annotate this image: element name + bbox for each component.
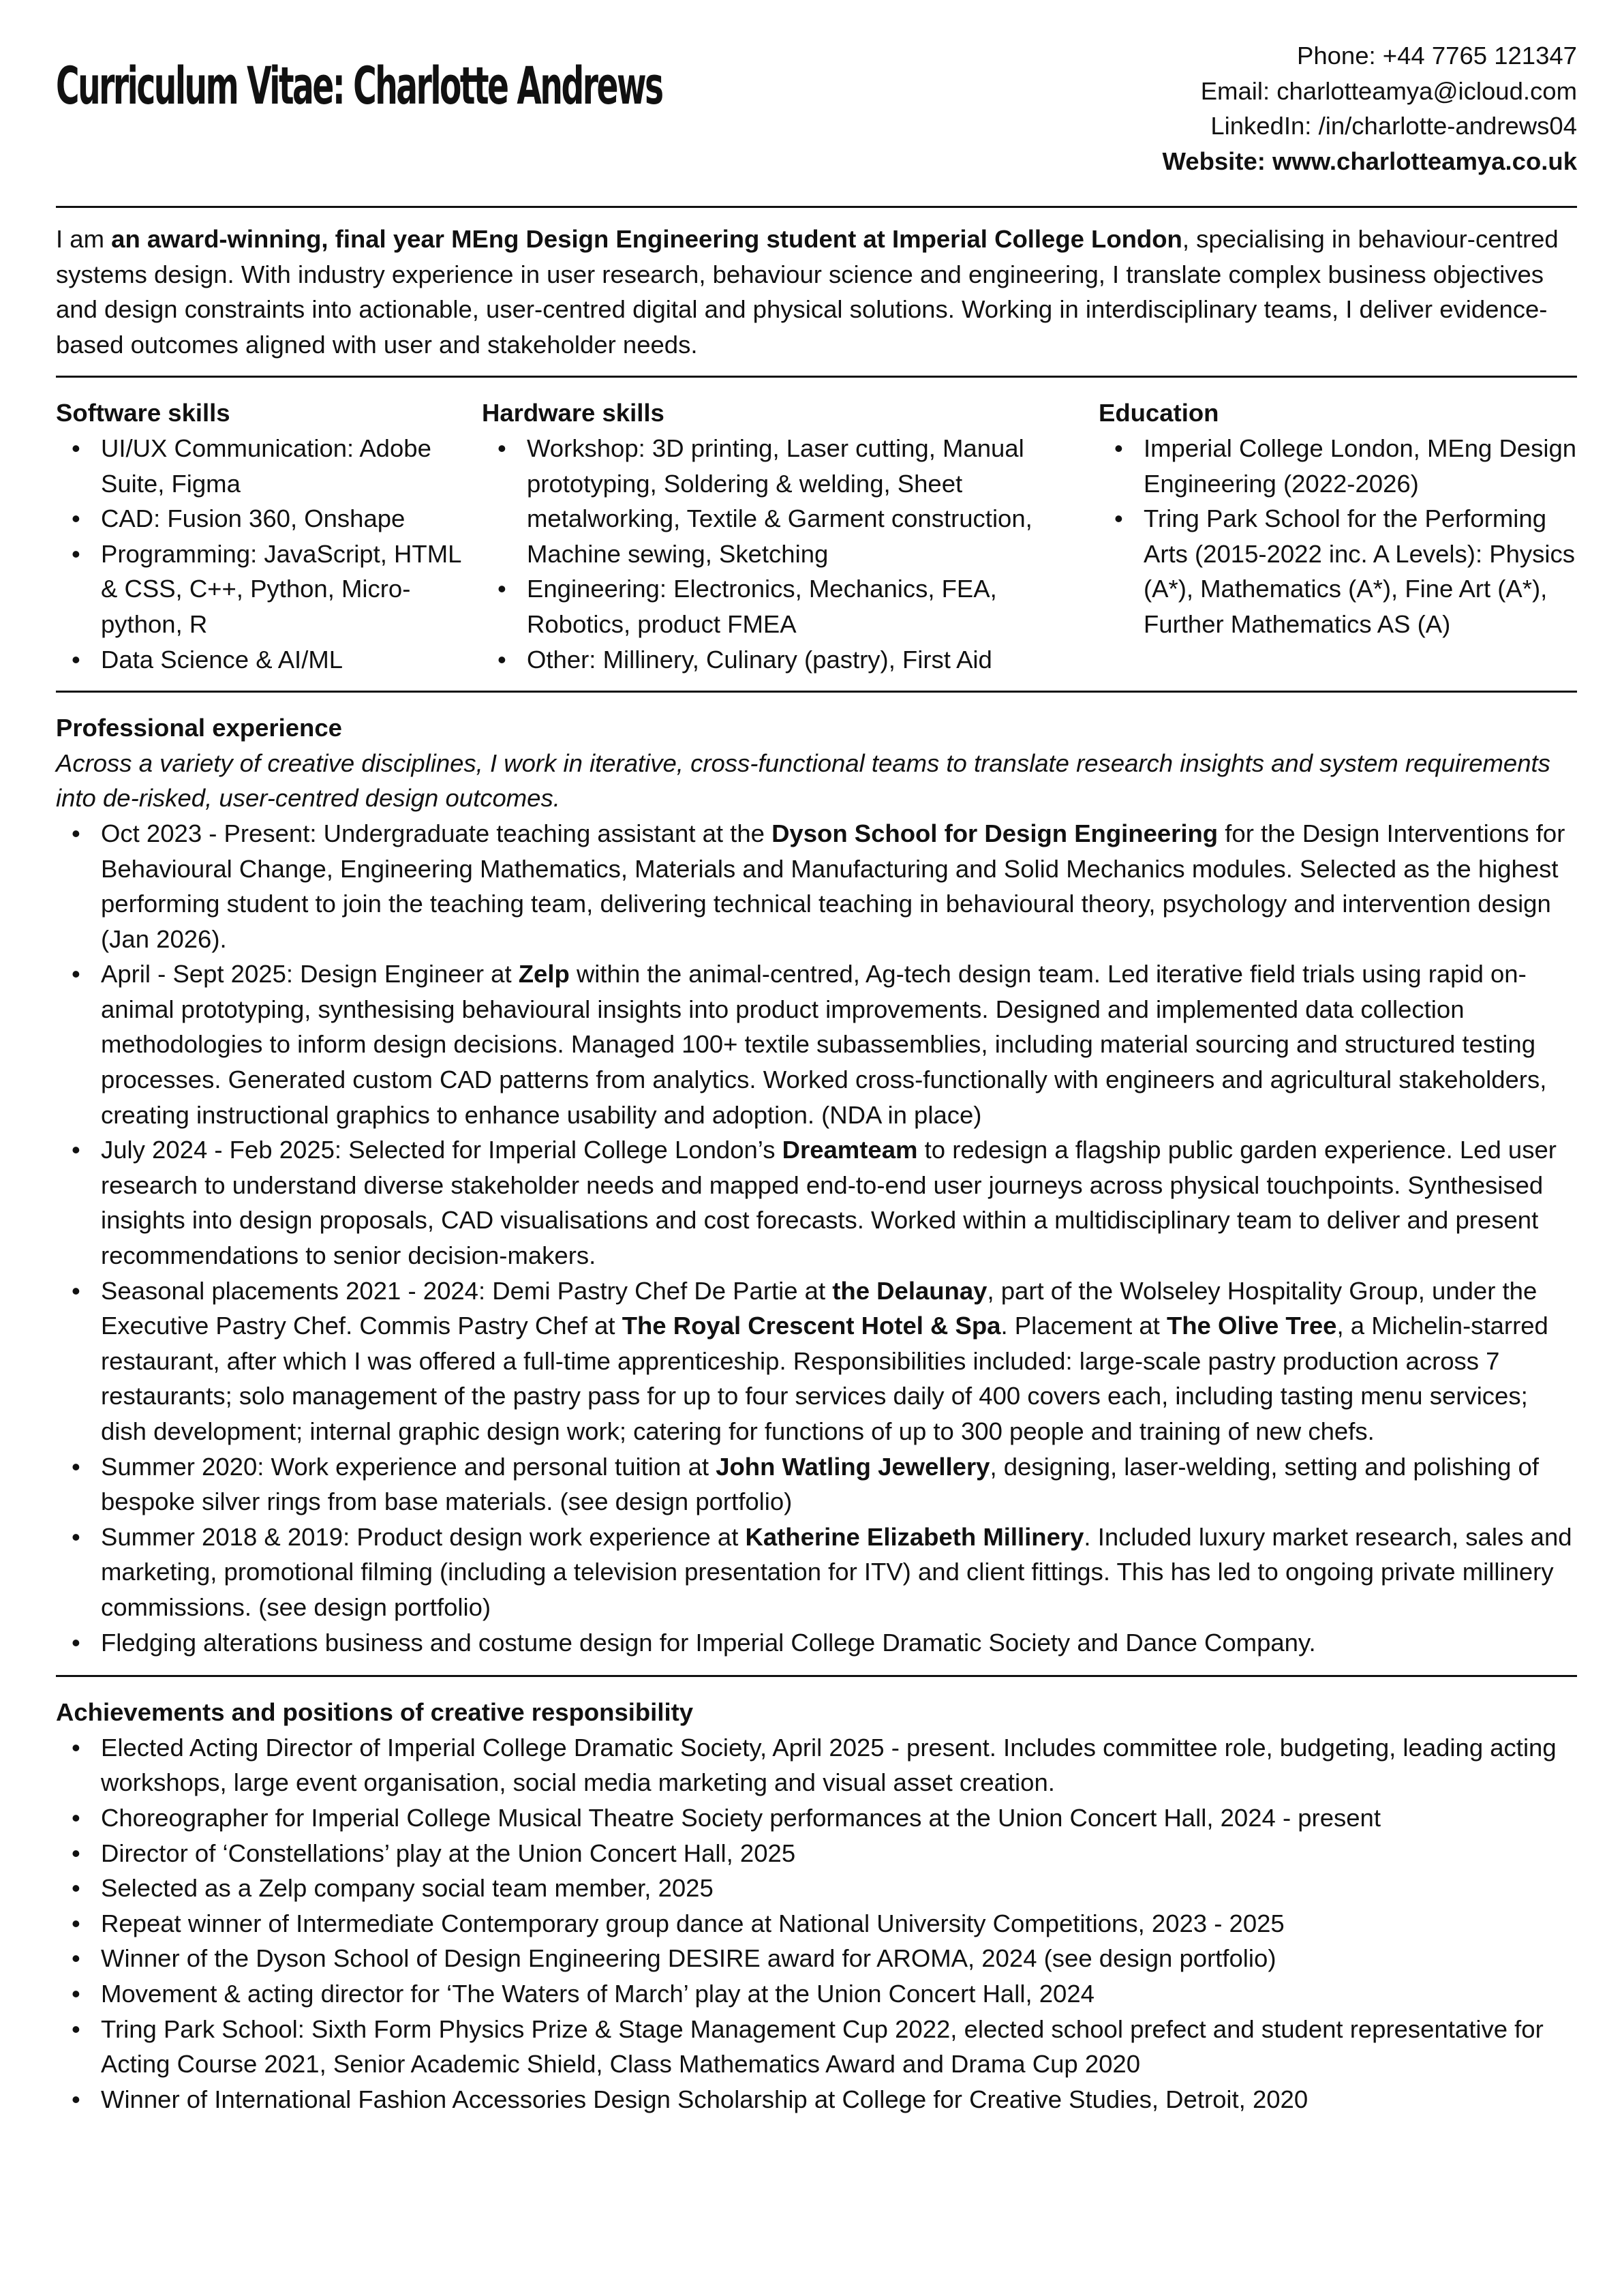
- summary-highlight: an award-winning, final year MEng Design Engineering student at Imperial College London: [111, 225, 1182, 253]
- list-item: • UI/UX Communication: Adobe Suite, Figma: [56, 431, 482, 501]
- page-title: Curriculum Vitae: Charlotte Andrews: [56, 55, 662, 116]
- summary-text: , specialising in behaviour-centred systems design. With industry experience in user research, behaviour science and engineering, I translate complex business objectives and design constraints into actionable, user-centred digital and physical solutions. Working in interdisciplinary teams, I deliver evidence-based outcomes aligned with user and stakeholder needs.: [56, 225, 1559, 359]
- list-item: • CAD: Fusion 360, Onshape: [56, 501, 482, 537]
- divider: [56, 691, 1577, 693]
- summary-lead: I am: [56, 225, 112, 253]
- achievements-section: [56, 1695, 1577, 2117]
- experience-item: • Seasonal placements 2021 - 2024: Demi Pastry Chef De Partie at the Delaunay, part of the Wolseley Hospitality Group, under the Executive Pastry Chef. Commis Pastry Chef at The Royal Crescent Hotel & Spa. Placement at The Olive Tree, a Michelin-starred restaurant, after which I was offered a full-time apprenticeship. Responsibilities included: large-scale pastry production across 7 restaurants; solo management of the pastry pass for up to four services daily of 400 covers each, including tasting menu services; dish development; internal graphic design work; catering for functions of up to 300 people and training of new chefs.: [56, 1273, 1577, 1449]
- software-skills: [56, 395, 482, 677]
- achievement-item: • Winner of the Dyson School of Design Engineering DESIRE award for AROMA, 2024 (see design portfolio): [56, 1941, 1577, 1976]
- profile-summary: [56, 222, 1577, 362]
- hardware-skills: [482, 395, 1099, 677]
- achievement-item: • Selected as a Zelp company social team member, 2025: [56, 1871, 1577, 1906]
- list-item: • Workshop: 3D printing, Laser cutting, Manual prototyping, Soldering & welding, Sheet metalworking, Textile & Garment construction, Machine sewing, Sketching: [482, 431, 1099, 571]
- achievement-item: • Elected Acting Director of Imperial College Dramatic Society, April 2025 - present. Includes committee role, budgeting, leading acting workshops, large event organisation, social media marketing and visual asset creation.: [56, 1730, 1577, 1800]
- experience-item: • April - Sept 2025: Design Engineer at Zelp within the animal-centred, Ag-tech design team. Led iterative field trials using rapid on-animal prototyping, synthesising behavioural insights into product improvements. Designed and implemented data collection methodologies to inform design decisions. Managed 100+ textile subassemblies, including material sourcing and structured testing processes. Generated custom CAD patterns from analytics. Worked cross-functionally with engineers and agricultural stakeholders, creating instructional graphics to enhance usability and adoption. (NDA in place): [56, 956, 1577, 1132]
- list-item: • Programming: JavaScript, HTML & CSS, C++, Python, Micro-python, R: [56, 537, 482, 642]
- experience-item: • Summer 2018 & 2019: Product design work experience at Katherine Elizabeth Millinery. Included luxury market research, sales and marketing, promotional filming (including a television presentation for ITV) and client fittings. This has led to ongoing private millinery commissions. (see design portfolio): [56, 1520, 1577, 1625]
- education: [1099, 395, 1577, 677]
- website-link[interactable]: Website: www.charlotteamya.co.uk: [1162, 147, 1577, 175]
- skills-section: [56, 395, 1577, 677]
- divider: [56, 376, 1577, 378]
- experience-item: • July 2024 - Feb 2025: Selected for Imperial College London’s Dreamteam to redesign a flagship public garden experience. Led user research to understand diverse stakeholder needs and mapped end-to-end user journeys across physical touchpoints. Synthesised insights into design proposals, CAD visualisations and cost forecasts. Worked within a multidisciplinary team to deliver and present recommendations to senior decision-makers.: [56, 1132, 1577, 1273]
- achievement-item: • Tring Park School: Sixth Form Physics Prize & Stage Management Cup 2022, elected school prefect and student representative for Acting Course 2021, Senior Academic Shield, Class Mathematics Award and Drama Cup 2020: [56, 2012, 1577, 2082]
- phone-number: Phone: +44 7765 121347: [1296, 42, 1577, 70]
- contact-block: [1162, 38, 1577, 179]
- experience-item: • Fledging alterations business and costume design for Imperial College Dramatic Society and Dance Company.: [56, 1625, 1577, 1661]
- achievement-item: • Choreographer for Imperial College Musical Theatre Society performances at the Union Concert Hall, 2024 - present: [56, 1800, 1577, 1836]
- divider: [56, 206, 1577, 208]
- cv-header: [56, 38, 1577, 190]
- experience-item: • Summer 2020: Work experience and personal tuition at John Watling Jewellery, designing, laser-welding, setting and polishing of bespoke silver rings from base materials. (see design portfolio): [56, 1449, 1577, 1520]
- achievement-item: • Repeat winner of Intermediate Contemporary group dance at National University Competitions, 2023 - 2025: [56, 1906, 1577, 1942]
- list-item: • Engineering: Electronics, Mechanics, FEA, Robotics, product FMEA: [482, 571, 1099, 641]
- divider: [56, 1675, 1577, 1677]
- list-item: • Other: Millinery, Culinary (pastry), First Aid: [482, 642, 1099, 678]
- experience-item: • Oct 2023 - Present: Undergraduate teaching assistant at the Dyson School for Design Engineering for the Design Interventions for Behavioural Change, Engineering Mathematics, Materials and Manufacturing and Solid Mechanics modules. Selected as the highest performing student to join the teaching team, delivering technical teaching in behavioural theory, psychology and intervention design (Jan 2026).: [56, 816, 1577, 956]
- experience-intro: Across a variety of creative disciplines, I work in iterative, cross-functional teams to translate research insights and system requirements into de-risked, user-centred design outcomes.: [56, 749, 1550, 813]
- education-heading: Education: [1099, 399, 1219, 427]
- software-skills-heading: Software skills: [56, 399, 230, 427]
- achievement-item: • Winner of International Fashion Accessories Design Scholarship at College for Creative Studies, Detroit, 2020: [56, 2082, 1577, 2117]
- achievements-heading: Achievements and positions of creative responsibility: [56, 1698, 694, 1727]
- experience-heading: Professional experience: [56, 714, 342, 742]
- list-item: • Data Science & AI/ML: [56, 642, 482, 678]
- hardware-skills-heading: Hardware skills: [482, 399, 664, 427]
- list-item: • Tring Park School for the Performing Arts (2015-2022 inc. A Levels): Physics (A*), Mathematics (A*), Fine Art (A*), Further Mathematics AS (A): [1099, 501, 1577, 641]
- email-address[interactable]: Email: charlotteamya@icloud.com: [1200, 76, 1577, 105]
- experience-section: [56, 710, 1577, 1660]
- achievement-item: • Director of ‘Constellations’ play at the Union Concert Hall, 2025: [56, 1836, 1577, 1871]
- list-item: • Imperial College London, MEng Design Engineering (2022-2026): [1099, 431, 1577, 501]
- achievement-item: • Movement & acting director for ‘The Waters of March’ play at the Union Concert Hall, 2024: [56, 1976, 1577, 2012]
- cv-page: [56, 38, 1577, 2132]
- linkedin-link[interactable]: LinkedIn: /in/charlotte-andrews04: [1210, 112, 1577, 140]
